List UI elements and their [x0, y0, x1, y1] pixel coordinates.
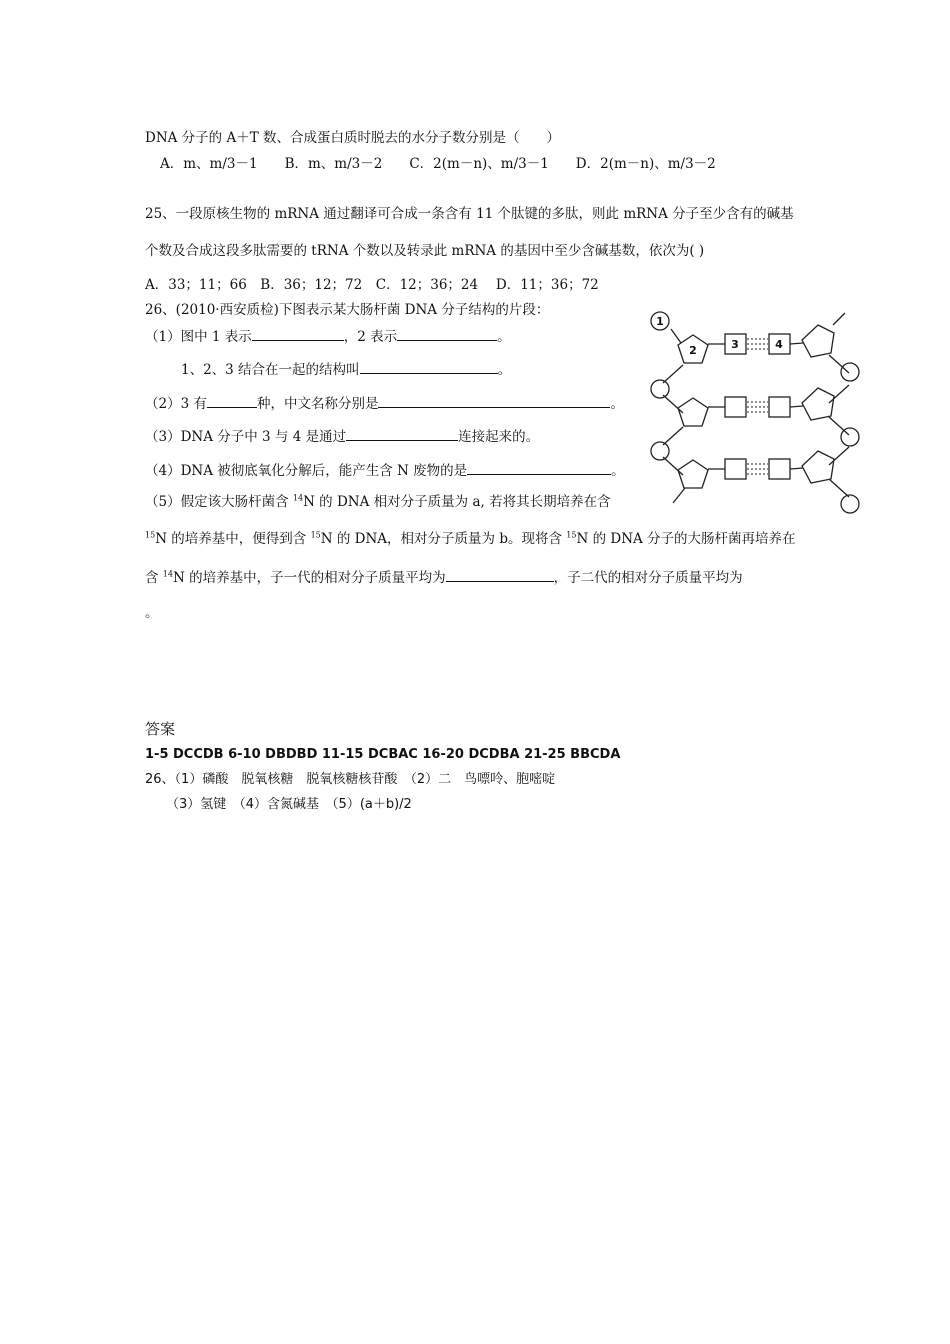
backbone-bond	[663, 365, 683, 383]
answer-blank[interactable]	[397, 326, 497, 341]
base-box	[725, 459, 746, 479]
q26-part2-text-b: 种，中文名称分别是	[256, 396, 379, 412]
q26-part1	[145, 326, 511, 346]
q25-line2: 个数及合成这段多肽需要的 tRNA 个数以及转录此 mRNA 的基因中至少含碱基数，依次为( )	[145, 243, 705, 259]
backbone-bond	[673, 488, 685, 503]
q26-part1-text-a: （1）图中 1 表示	[145, 329, 252, 345]
figure-label-4: 4	[775, 338, 783, 351]
q26-part5-line2	[145, 530, 796, 548]
phosphate-circle	[841, 363, 859, 381]
q26-part1-text-b: ，2 表示	[343, 329, 398, 345]
q26-part5-text-d: N 的 DNA，相对分子质量为 b。现将含	[320, 531, 567, 547]
q26-part5-text-f: 含	[145, 570, 163, 586]
q25-options: A．33；11；66 B．36；12；72 C．12；36；24 D．11；36；72	[145, 277, 599, 293]
backbone-bond	[833, 313, 845, 325]
q26-part5-text-h: ，子二代的相对分子质量平均为	[553, 570, 743, 586]
phosphate-circle	[651, 380, 669, 398]
answer-blank[interactable]	[378, 393, 610, 408]
deoxyribose-pentagon	[802, 325, 834, 357]
q26-part1-structure	[181, 359, 511, 379]
q26-part5-text-c: N 的培养基中，便得到含	[155, 531, 311, 547]
q26-part2	[145, 393, 624, 413]
q26-part2-text-c: 。	[610, 396, 624, 412]
q25-line1: 25、一段原核生物的 mRNA 通过翻译可合成一条含有 11 个肽键的多肽，则此 mRNA 分子至少含有的碱基	[145, 206, 794, 222]
sugar-base-bond	[790, 343, 803, 344]
sugar-base-bond	[790, 406, 803, 407]
backbone-bond	[671, 329, 681, 343]
deoxyribose-pentagon	[802, 451, 834, 483]
isotope-superscript: 15	[310, 530, 321, 540]
q26-part5-line1	[145, 493, 611, 511]
figure-label-2: 2	[689, 344, 697, 357]
q26-part5-line3	[145, 567, 743, 587]
q24-stem: DNA 分子的 A＋T 数、合成蛋白质时脱去的水分子数分别是（ ）	[145, 130, 561, 146]
q26-part3-text-a: （3）DNA 分子中 3 与 4 是通过	[145, 429, 347, 445]
q26-stem: 26、(2010·西安质检)下图表示某大肠杆菌 DNA 分子结构的片段：	[145, 302, 550, 318]
q26-part4-text-a: （4）DNA 被彻底氧化分解后，能产生含 N 废物的是	[145, 463, 468, 479]
answers-line1: 1-5 DCCDB 6-10 DBDBD 11-15 DCBAC 16-20 DCDBA 21-25 BBCDA	[145, 747, 621, 762]
q26-part5-text-b: N 的 DNA 相对分子质量为 a, 若将其长期培养在含	[303, 494, 611, 510]
isotope-superscript: 14	[292, 493, 304, 503]
base-box	[725, 397, 746, 417]
backbone-bond	[663, 457, 683, 475]
answer-blank[interactable]	[346, 426, 458, 441]
backbone-bond	[663, 395, 683, 413]
q26-part1-text-e: 。	[497, 362, 512, 378]
q26-part3-text-b: 连接起来的。	[458, 429, 540, 445]
q26-part5-text-a: （5）假定该大肠杆菌含	[145, 494, 293, 510]
sugar-base-bond	[790, 468, 803, 469]
answers-line2: 26、（1）磷酸 脱氧核糖 脱氧核糖核苷酸 （2）二 鸟嘌呤、胞嘧啶	[145, 772, 556, 787]
answer-blank[interactable]	[467, 460, 611, 475]
q26-part5-text-e: N 的 DNA 分子的大肠杆菌再培养在	[576, 531, 796, 547]
q26-part3	[145, 426, 539, 446]
phosphate-circle	[841, 428, 859, 446]
isotope-superscript: 15	[145, 530, 156, 540]
backbone-bond	[663, 427, 683, 445]
dna-structure-diagram	[645, 305, 865, 520]
answers-title: 答案	[145, 720, 176, 738]
backbone-bond	[829, 417, 849, 435]
figure-label-1: 1	[656, 315, 664, 328]
backbone-bond	[829, 447, 849, 465]
q26-part5-end: 。	[145, 605, 159, 621]
q26-part1-text-c: 。	[497, 329, 511, 345]
figure-label-3: 3	[731, 338, 739, 351]
isotope-superscript: 14	[162, 569, 173, 579]
base-box	[769, 459, 790, 479]
q26-part4	[145, 460, 625, 480]
answer-blank[interactable]	[252, 326, 344, 341]
answers-line3: （3）氢键 （4）含氮碱基 （5）(a＋b)/2	[166, 797, 412, 812]
q26-part4-text-b: 。	[611, 463, 625, 479]
phosphate-circle	[651, 442, 669, 460]
answer-blank[interactable]	[446, 567, 554, 582]
backbone-bond	[829, 479, 849, 497]
q26-part2-text-a: （2）3 有	[145, 396, 207, 412]
backbone-bond	[829, 385, 849, 403]
answer-blank[interactable]	[360, 359, 498, 374]
phosphate-circle	[841, 495, 859, 513]
q26-part5-text-g: N 的培养基中，子一代的相对分子质量平均为	[172, 570, 446, 586]
q24-options: A．m、m/3－1 B．m、m/3－2 C．2(m－n)、m/3－1 D．2(m－n)、m/3－2	[160, 156, 716, 172]
q26-part1-text-d: 1、2、3 结合在一起的结构叫	[181, 362, 360, 378]
deoxyribose-pentagon	[802, 388, 834, 420]
isotope-superscript: 15	[566, 530, 577, 540]
answer-blank[interactable]	[207, 393, 257, 408]
base-box	[769, 397, 790, 417]
